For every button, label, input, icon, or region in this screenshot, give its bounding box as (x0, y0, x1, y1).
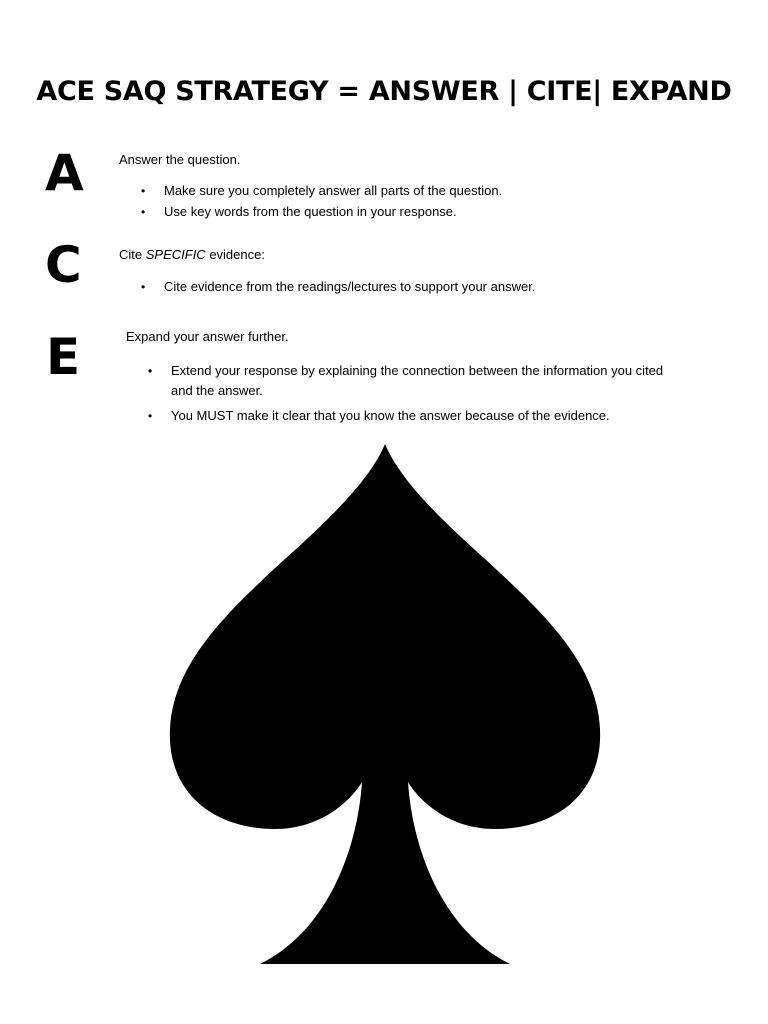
bullet-icon: • (148, 409, 153, 423)
bullet-icon: • (141, 280, 146, 294)
section-e-intro: Expand your answer further. (126, 329, 289, 344)
section-letter-c: C (45, 236, 82, 294)
list-item (141, 279, 536, 295)
list-item-text: Cite evidence from the readings/lectures to support your answer. (164, 279, 536, 294)
section-c-intro-end: evidence: (205, 247, 265, 262)
spade-icon (165, 444, 605, 966)
section-a-bullets (141, 183, 503, 225)
list-item-text: You MUST make it clear that you know the answer because of the evidence. (171, 408, 610, 423)
list-item (148, 406, 681, 426)
list-item-text: Make sure you completely answer all parts of the question. (164, 183, 503, 198)
bullet-icon: • (148, 364, 153, 378)
list-item (141, 183, 503, 199)
page-title: ACE SAQ STRATEGY = ANSWER | CITE| EXPAND (36, 76, 732, 107)
section-c-intro-emphasis: SPECIFIC (145, 247, 206, 262)
section-c-bullets (141, 279, 536, 295)
section-c-intro-start: Cite (119, 247, 146, 262)
list-item (148, 361, 681, 401)
list-item (141, 204, 502, 220)
list-item-text: Extend your response by explaining the connection between the information you cited and the answer. (171, 363, 664, 398)
section-e-bullets (148, 361, 681, 431)
section-letter-e: E (46, 328, 81, 386)
bullet-icon: • (141, 184, 146, 198)
section-c-intro (119, 247, 265, 263)
bullet-icon: • (141, 205, 146, 219)
section-letter-a: A (45, 144, 84, 202)
section-a-intro: Answer the question. (119, 152, 241, 167)
list-item-text: Use key words from the question in your response. (164, 204, 457, 219)
